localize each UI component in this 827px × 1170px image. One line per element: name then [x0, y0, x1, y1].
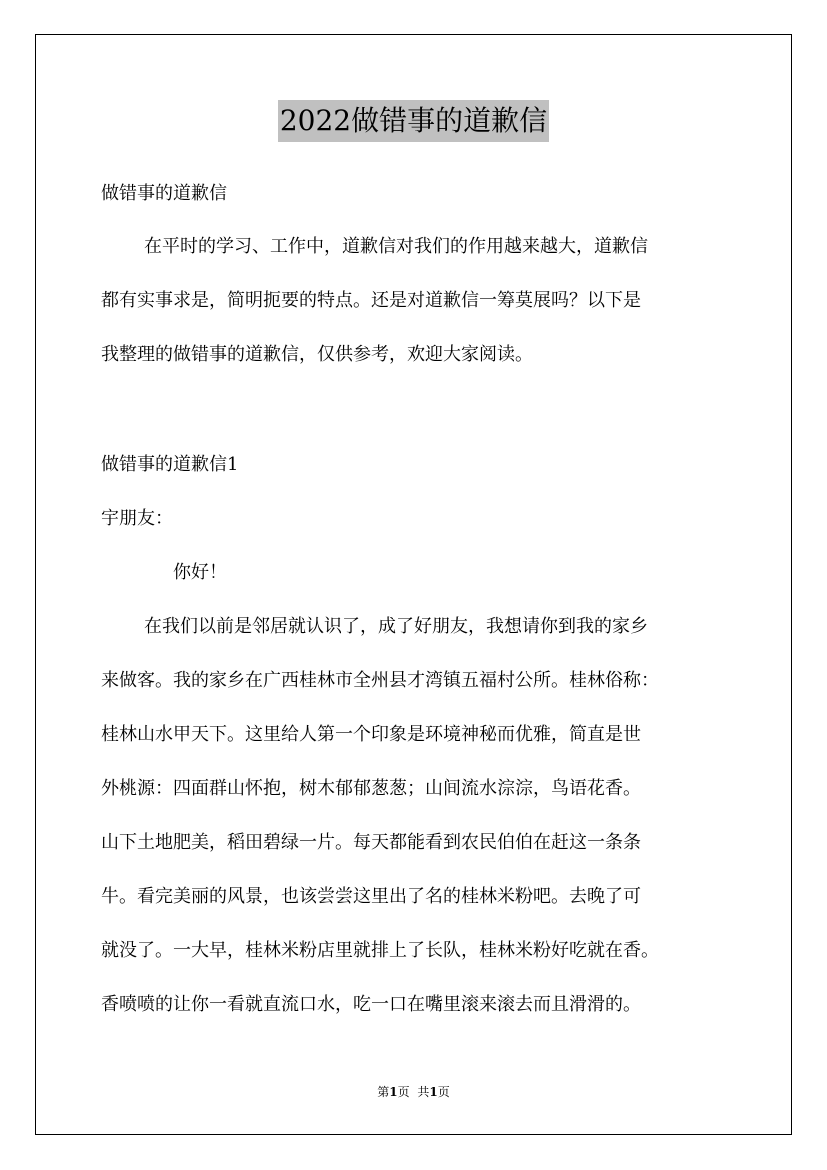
greeting: 你好！ [173, 562, 227, 583]
page-label-prefix: 第 [377, 1085, 390, 1099]
page-number: 1 [389, 1085, 398, 1099]
page-label-suffix: 页 [397, 1085, 410, 1099]
intro-line-3: 我整理的做错事的道歉信，仅供参考，欢迎大家阅读。 [101, 344, 533, 365]
body-line-4: 外桃源：四面群山怀抱，树木郁郁葱葱；山间流水淙淙，鸟语花香。 [101, 778, 641, 799]
page-footer [0, 1084, 827, 1100]
body-line-1: 在我们以前是邻居就认识了，成了好朋友，我想请你到我的家乡 [144, 616, 648, 637]
body-line-3: 桂林山水甲天下。这里给人第一个印象是环境神秘而优雅，简直是世 [101, 724, 641, 745]
total-label-prefix: 共 [417, 1085, 430, 1099]
body-line-5: 山下土地肥美，稻田碧绿一片。每天都能看到农民伯伯在赶这一条条 [101, 832, 641, 853]
document-title-text: 2022做错事的道歉信 [278, 100, 549, 142]
body-line-6: 牛。看完美丽的风景，也该尝尝这里出了名的桂林米粉吧。去晚了可 [101, 886, 641, 907]
total-pages: 1 [429, 1085, 438, 1099]
intro-line-1: 在平时的学习、工作中，道歉信对我们的作用越来越大，道歉信 [144, 236, 648, 257]
section-heading: 做错事的道歉信1 [101, 454, 239, 475]
document-subtitle: 做错事的道歉信 [101, 183, 227, 204]
document-title [0, 100, 827, 142]
body-line-7: 就没了。一大早，桂林米粉店里就排上了长队，桂林米粉好吃就在香。 [101, 940, 659, 961]
salutation: 宇朋友： [101, 508, 173, 529]
body-line-2: 来做客。我的家乡在广西桂林市全州县才湾镇五福村公所。桂林俗称： [101, 670, 659, 691]
body-line-8: 香喷喷的让你一看就直流口水，吃一口在嘴里滚来滚去而且滑滑的。 [101, 994, 641, 1015]
intro-line-2: 都有实事求是，简明扼要的特点。还是对道歉信一筹莫展吗？以下是 [101, 290, 641, 311]
total-label-suffix: 页 [437, 1085, 450, 1099]
